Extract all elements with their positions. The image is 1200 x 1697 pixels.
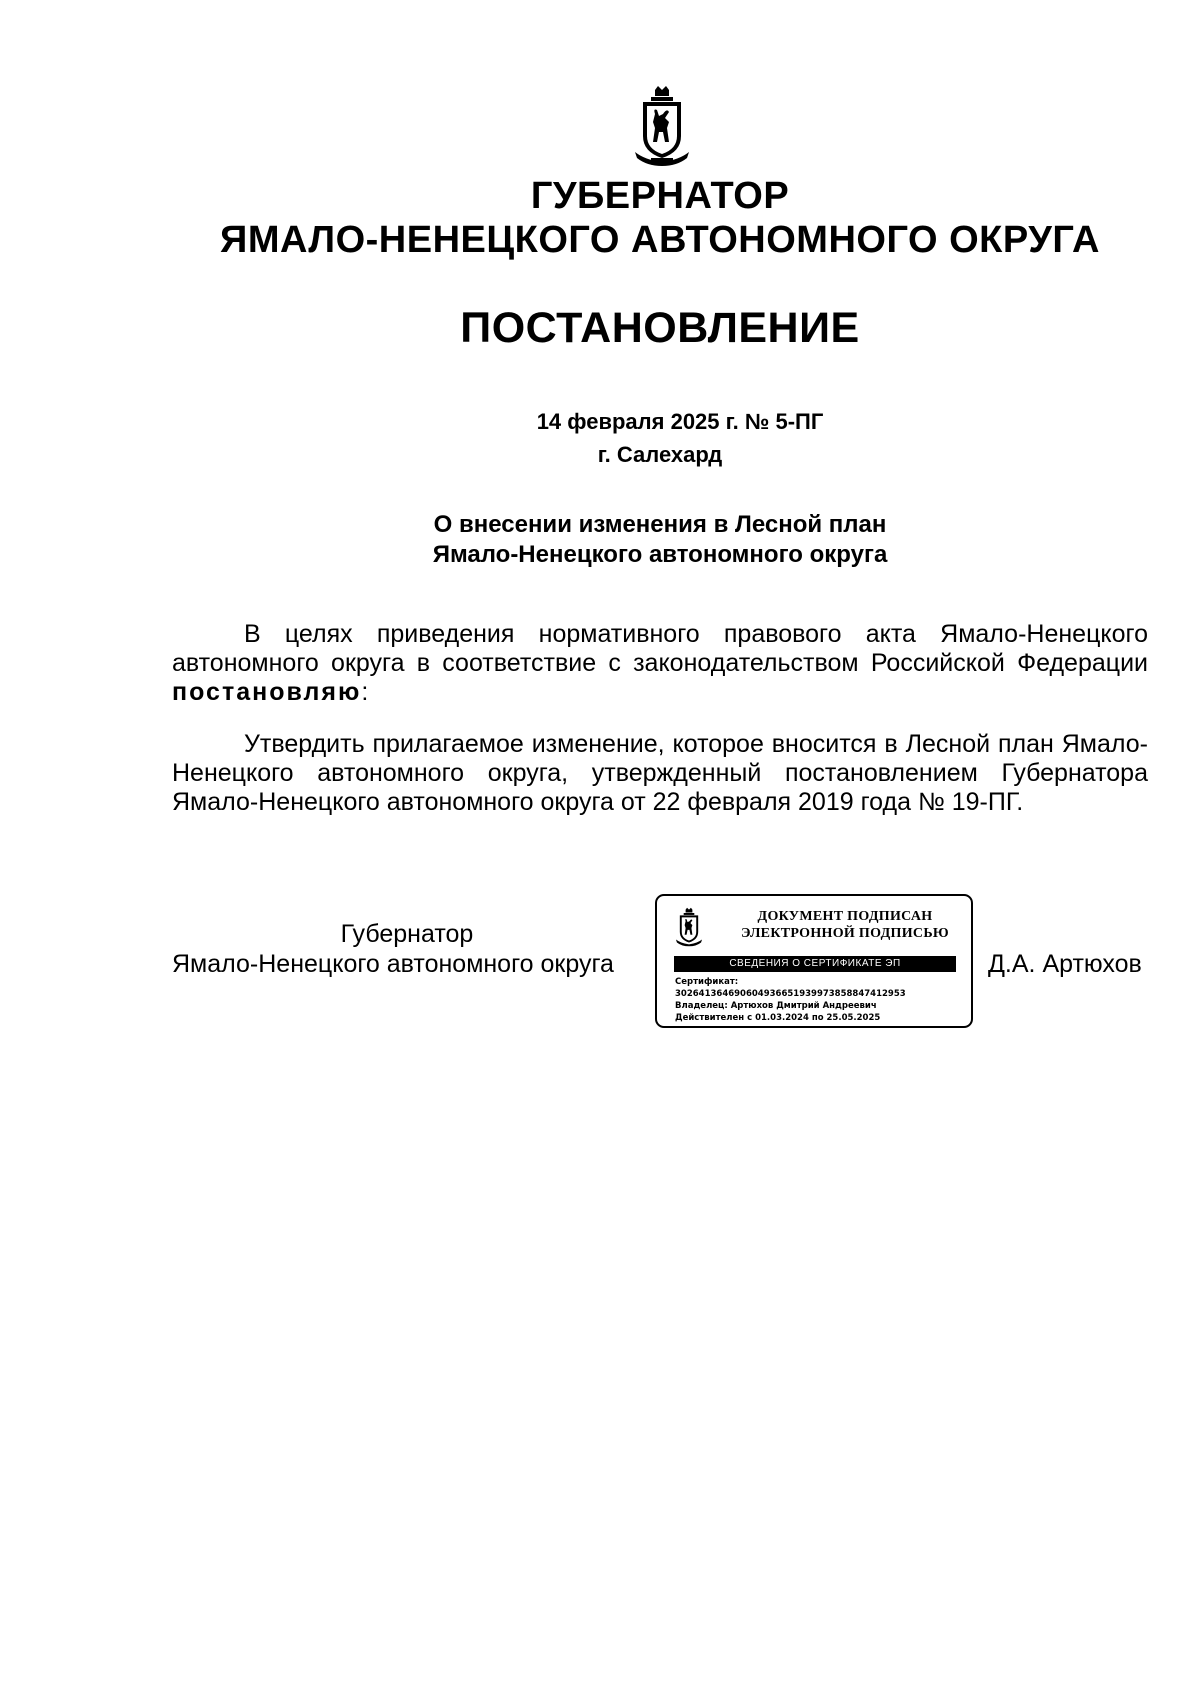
stamp-cert-number: 302641364690604936651939973858847412953 [675,989,906,999]
paragraph-1-end: : [361,678,369,706]
stamp-heading-line-1: ДОКУМЕНТ ПОДПИСАН [757,909,933,924]
body-paragraph-2: Утвердить прилагаемое изменение, которое вносится в Лесной план Ямало-Ненецкого автономного округа, утвержденный постановлением Губернатора Ямало-Ненецкого автономного округа от 22 февраля 2019 года № 19-ПГ. [172,730,1148,816]
signatory-title [172,919,642,979]
subject-line-1: О внесении изменения в Лесной план [433,511,887,538]
subject-line-2: Ямало-Ненецкого автономного округа [432,541,888,568]
document-city: г. Салехард [597,442,723,467]
coat-of-arms-icon [633,86,691,166]
signatory-name: Д.А. Артюхов [988,950,1142,978]
resolution-word: постановляю [172,678,362,706]
organization-subtitle: ЯМАЛО-НЕНЕЦКОГО АВТОНОМНОГО ОКРУГА [220,219,1100,261]
paragraph-1-text: В целях приведения нормативного правового акта Ямало-Ненецкого автономного округа в соответствие с законодательством Российской Федерации [172,620,1148,677]
body-paragraph-1 [172,620,1148,707]
stamp-coat-of-arms-icon [675,907,703,947]
document-subject [0,510,1200,570]
document-type: ПОСТАНОВЛЕНИЕ [460,304,860,352]
stamp-heading-line-2: ЭЛЕКТРОННОЙ ПОДПИСЬЮ [741,926,949,941]
stamp-certificate-info [675,976,906,1024]
stamp-validity: Действителен с 01.03.2024 по 25.05.2025 [675,1013,881,1023]
stamp-owner: Владелец: Артюхов Дмитрий Андреевич [675,1001,877,1011]
signatory-title-line-1: Губернатор [340,920,474,948]
document-date-number: 14 февраля 2025 г. № 5-ПГ [536,409,824,434]
stamp-cert-label: Сертификат: [675,977,739,987]
stamp-certificate-bar: СВЕДЕНИЯ О СЕРТИФИКАТЕ ЭП [674,956,956,972]
signatory-title-line-2: Ямало-Ненецкого автономного округа [172,950,614,978]
electronic-signature-stamp [655,894,973,1028]
stamp-heading [725,908,965,942]
organization-title: ГУБЕРНАТОР [530,175,790,217]
